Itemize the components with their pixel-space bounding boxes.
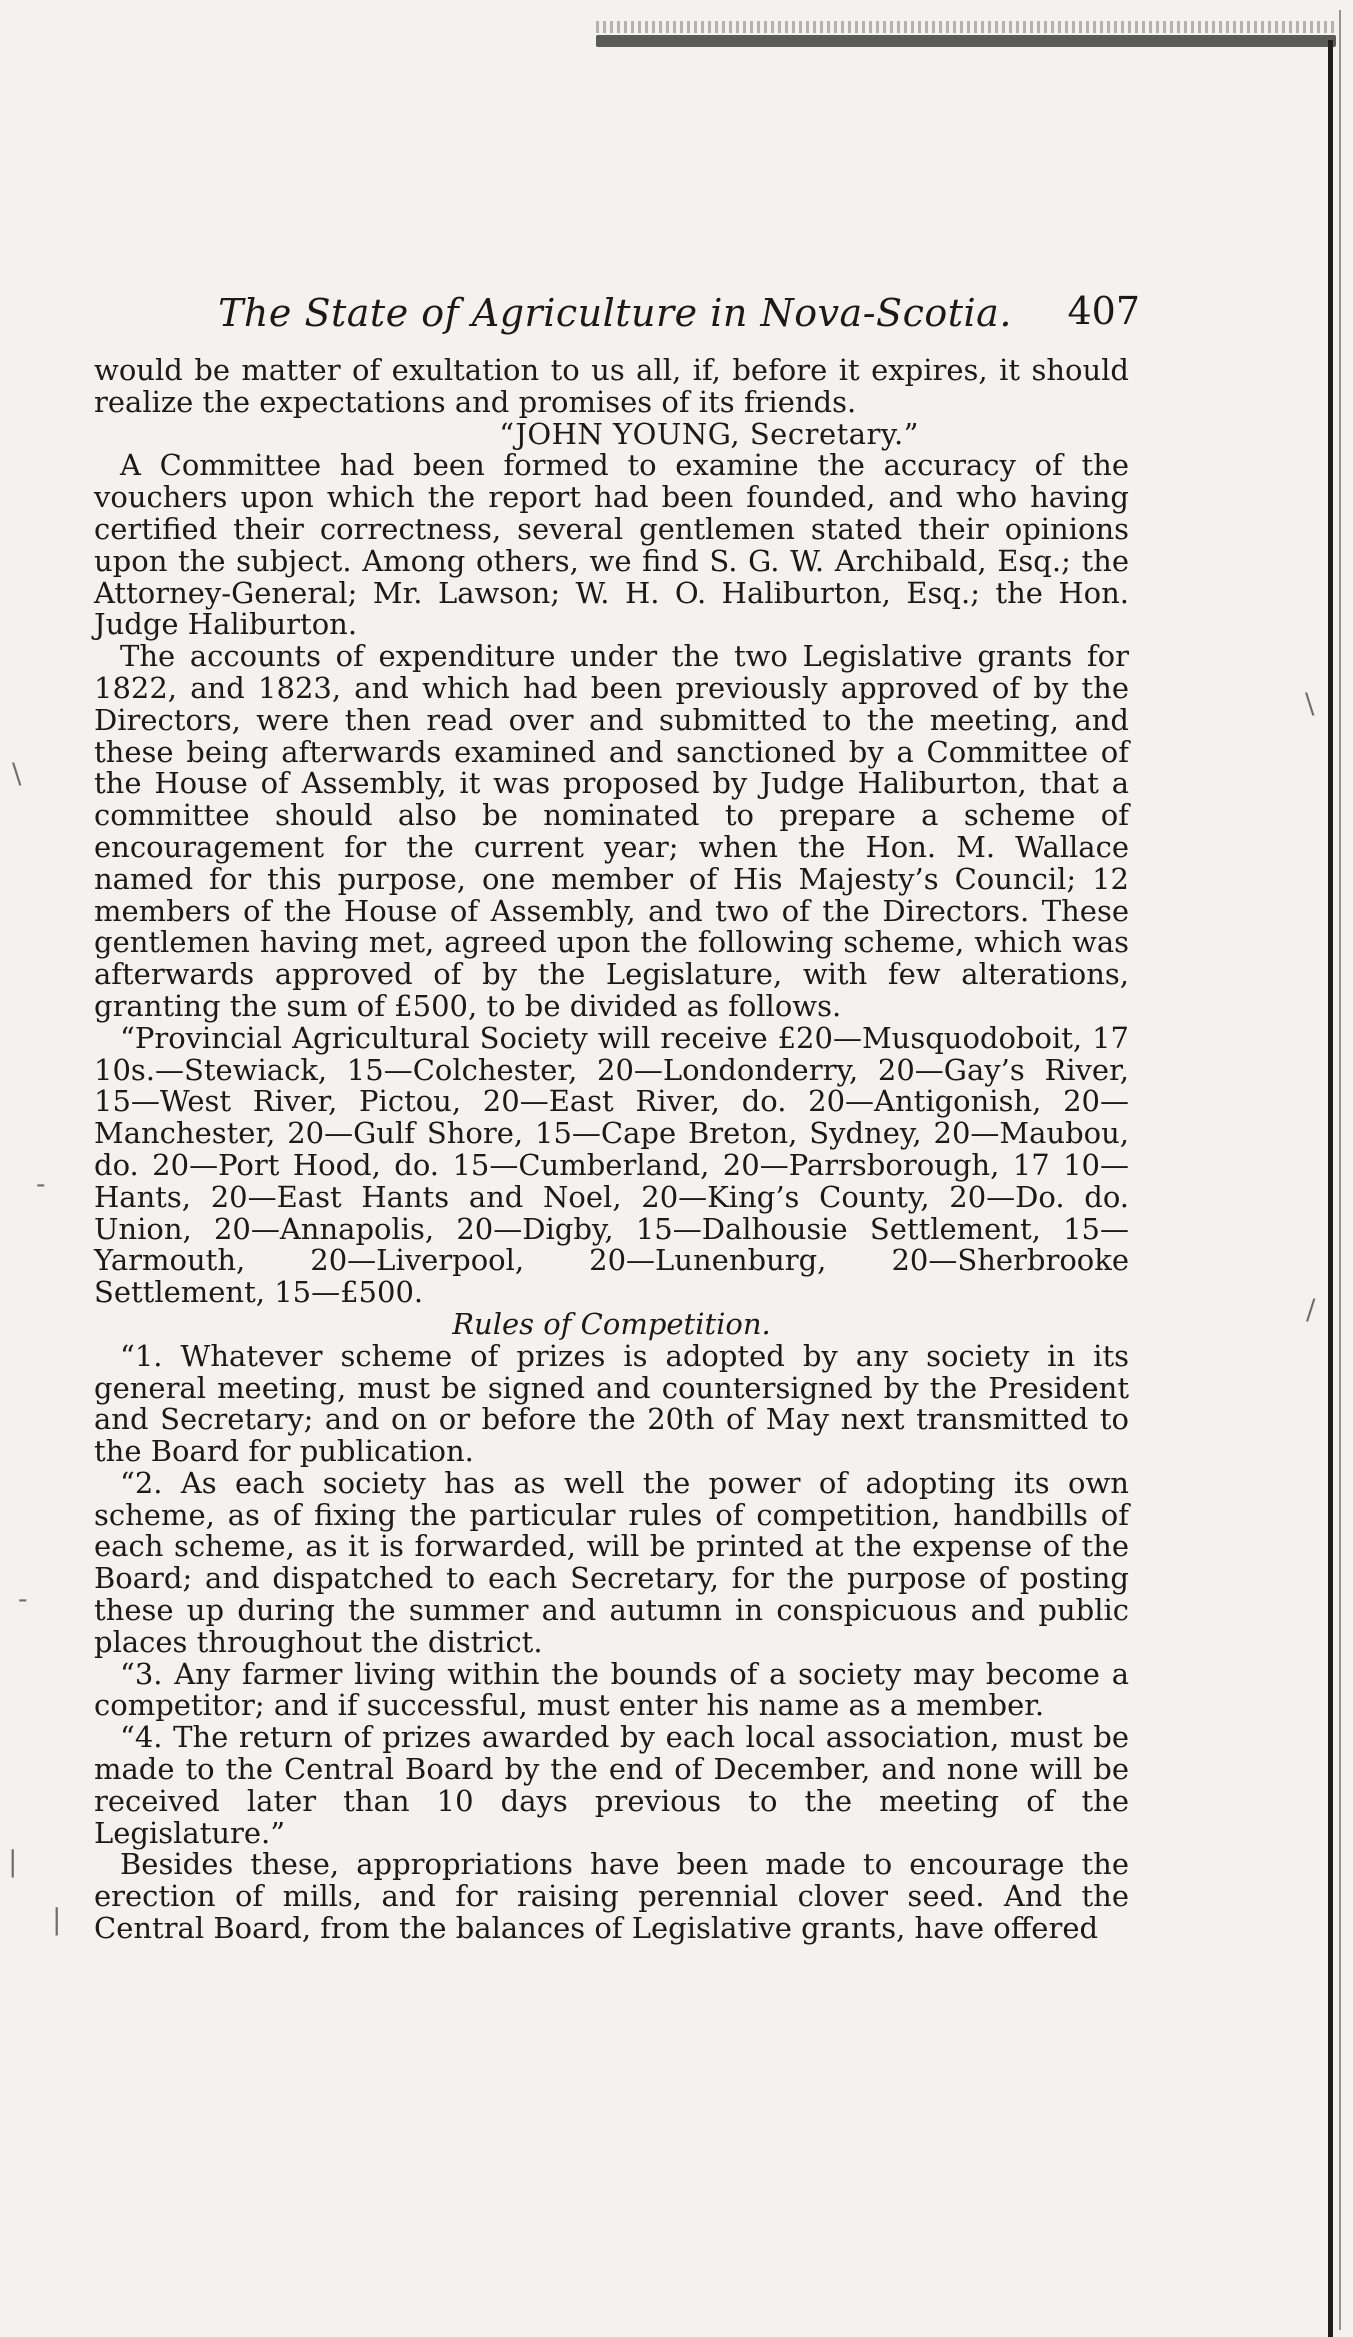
paragraph-committee: A Committee had been formed to examine the accuracy of the vouchers upon which the report had been founded, and who having certified their correctness, several gentlemen stated their opinions upon the subject. Among others, we find S. G. W. Archibald, Esq.; the Attorney-General; Mr. Lawson; W. H. O. Haliburton, Esq.; the Hon. Judge Haliburton. xyxy=(94,448,1129,642)
margin-speck: | xyxy=(52,1903,62,1936)
page-header xyxy=(90,283,1140,339)
rule-2: “2. As each society has as well the power of adopting its own scheme, as of fixing the particular rules of competition, handbills of each scheme, as it is forwarded, will be printed at the expense of the Board; and dispatched to each Secretary, for the purpose of posting these up during the summer and autumn in conspicuous and public places throughout the district. xyxy=(94,1465,1129,1659)
right-margin-rule xyxy=(1328,40,1333,2337)
page-number: 407 xyxy=(1067,289,1140,333)
rules-heading: Rules of Competition. xyxy=(452,1306,771,1341)
rule-4: “4. The return of prizes awarded by each local association, must be made to the Central Board by the end of December, and none will be received later than 10 days previous to the meeting of the Legislature.” xyxy=(94,1720,1129,1850)
paragraph-accounts: The accounts of expenditure under the two Legislative grants for 1822, and 1823, and which had been previously approved of by the Directors, were then read over and submitted to the meeting, and these being afterwards examined and sanctioned by a Committee of the House of Assembly, it was proposed by Judge Haliburton, that a committee should also be nominated to prepare a scheme of encouragement for the current year; when the Hon. M. Wallace named for this purpose, one member of His Majesty’s Council; 12 members of the House of Assembly, and two of the Directors. These gentlemen having met, agreed upon the following scheme, which was afterwards approved of by the Legislature, with few alterations, granting the sum of £500, to be divided as follows. xyxy=(94,639,1129,1023)
margin-speck: \ xyxy=(1305,687,1315,720)
margin-speck: \ xyxy=(12,757,22,790)
body-text xyxy=(94,355,1129,1945)
margin-speck: / xyxy=(1306,1293,1316,1326)
rule-3: “3. Any farmer living within the bounds of a society may become a competitor; and if successful, must enter his name as a member. xyxy=(94,1656,1129,1723)
right-edge-shadow xyxy=(1339,10,1341,2330)
rule-1: “1. Whatever scheme of prizes is adopted by any society in its general meeting, must be signed and countersigned by the President and Secretary; and on or before the 20th of May next transmitted to the Board for publication. xyxy=(94,1338,1129,1469)
paragraph-continuation: would be matter of exultation to us all, if, before it expires, it should realize the expectations and promises of its friends. xyxy=(94,353,1129,419)
paragraph-allocations: “Provincial Agricultural Society will receive £20—Musquodoboit, 17 10s.—Stewiack, 15—Colchester, 20—Londonderry, 20—Gay’s River, 15—West River, Pictou, 20—East River, do. 20—Antigonish, 20—Manchester, 20—Gulf Shore, 15—Cape Breton, Sydney, 20—Maubou, do. 20—Port Hood, do. 15—Cumberland, 20—Parrsborough, 17 10—Hants, 20—East Hants and Noel, 20—King’s County, 20—Do. do. Union, 20—Annapolis, 20—Digby, 15—Dalhousie Settlement, 15—Yarmouth, 20—Liverpool, 20—Lunenburg, 20—Sherbrooke Settlement, 15—£500. xyxy=(94,1020,1129,1310)
secretary-signature: “JOHN YOUNG, Secretary.” xyxy=(499,416,919,451)
top-decorative-rule xyxy=(596,35,1336,47)
margin-speck: - xyxy=(36,1167,46,1200)
paragraph-appropriations: Besides these, appropriations have been made to encourage the erection of mills, and for raising perennial clover seed. And the Central Board, from the balances of Legislative grants, have offered xyxy=(94,1847,1129,1946)
running-title: The State of Agriculture in Nova-Scotia. xyxy=(218,291,1012,335)
margin-speck: | xyxy=(8,1845,18,1878)
margin-speck: - xyxy=(18,1582,28,1615)
